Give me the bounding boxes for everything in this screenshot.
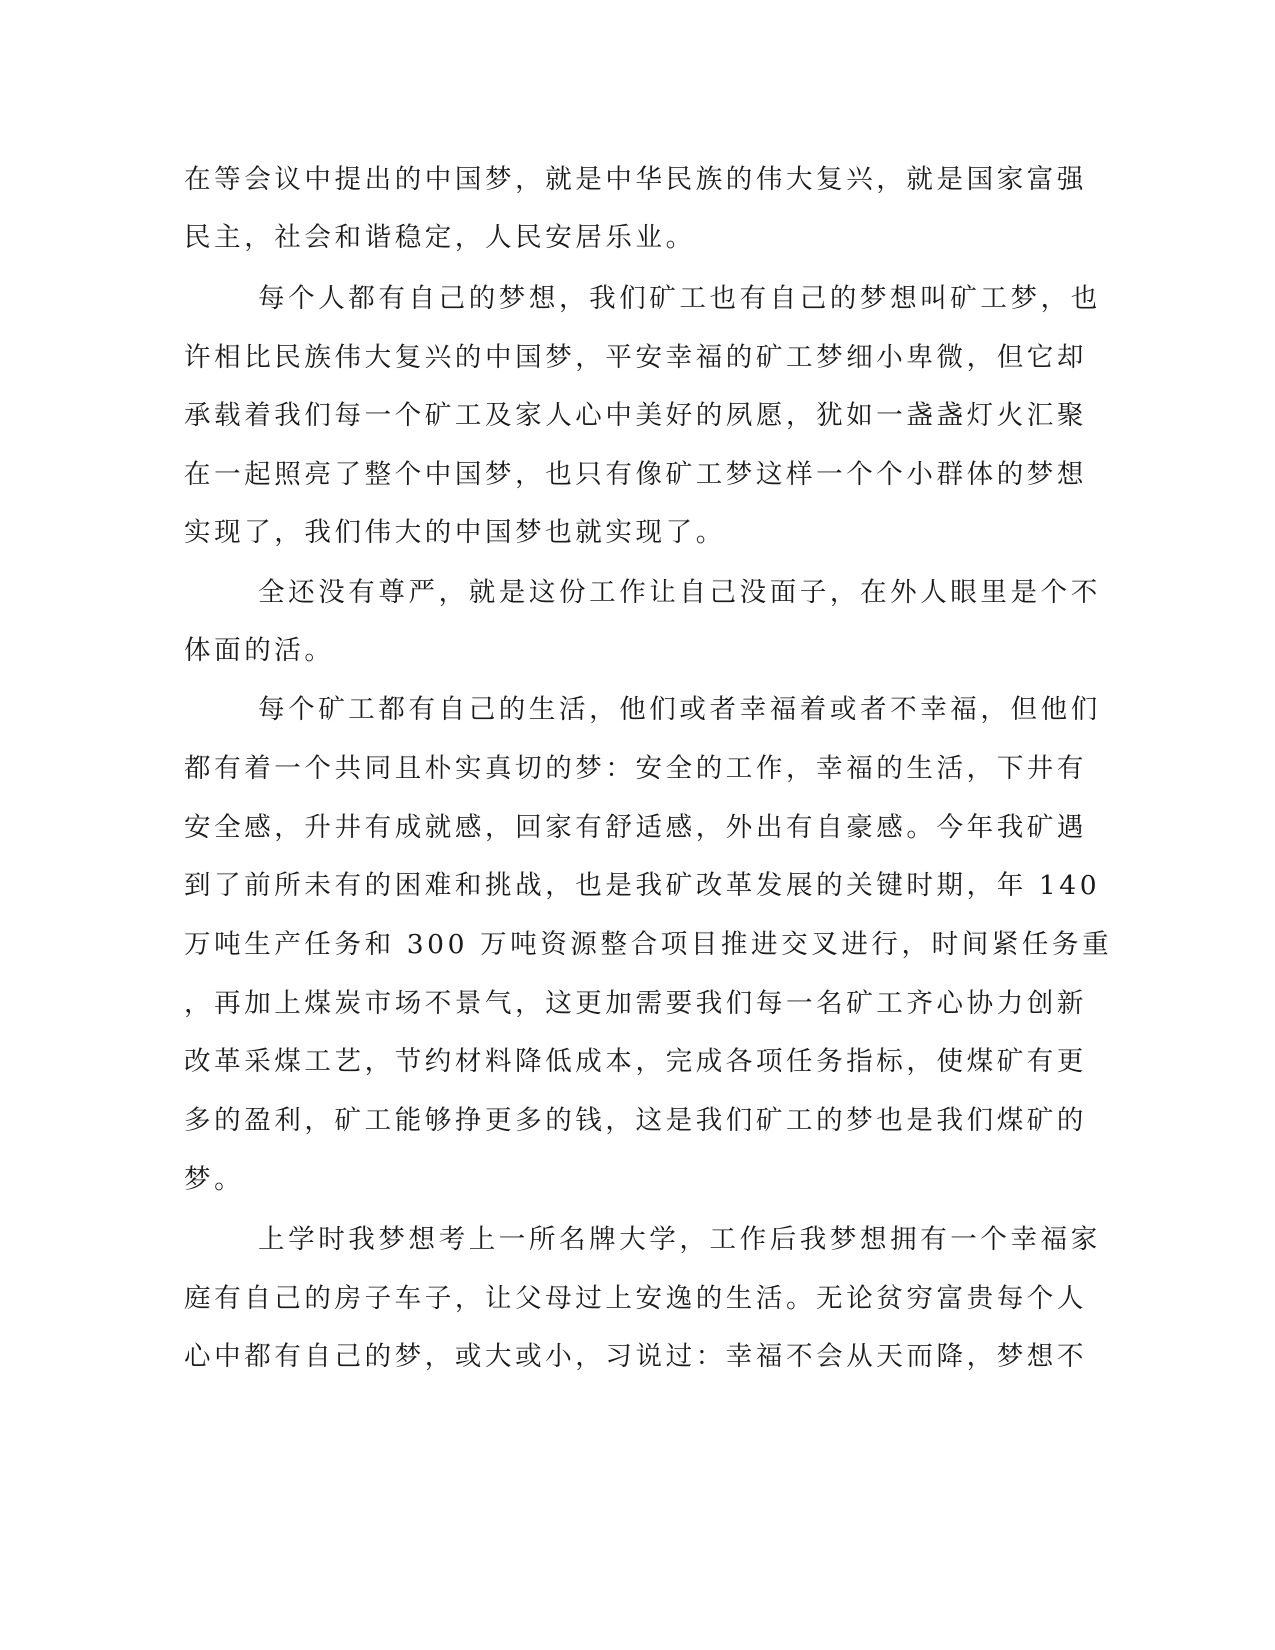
text-line: 在一起照亮了整个中国梦，也只有像矿工梦这样一个个小群体的梦想: [184, 459, 1087, 490]
text-line: 实现了，我们伟大的中国梦也就实现了。: [184, 517, 726, 548]
text-line: 许相比民族伟大复兴的中国梦，平安幸福的矿工梦细小卑微，但它却: [184, 342, 1087, 373]
text-line: 梦。: [184, 1164, 245, 1195]
text-line: 多的盈利，矿工能够挣更多的钱，这是我们矿工的梦也是我们煤矿的: [184, 1105, 1087, 1136]
paragraph-first-line: 每个矿工都有自己的生活，他们或者幸福着或者不幸福，但他们: [258, 694, 1101, 725]
text-line: 庭有自己的房子车子，让父母过上安逸的生活。无论贫穷富贵每个人: [184, 1283, 1087, 1314]
text-line: ，再加上煤炭市场不景气，这更加需要我们每一名矿工齐心协力创新: [184, 988, 1087, 1019]
text-line: 安全感，升井有成就感，回家有舒适感，外出有自豪感。今年我矿遇: [184, 812, 1087, 843]
text-line: 在等会议中提出的中国梦，就是中华民族的伟大复兴，就是国家富强: [184, 164, 1087, 195]
text-line: 改革采煤工艺，节约材料降低成本，完成各项任务指标，使煤矿有更: [184, 1046, 1087, 1077]
text-line: 到了前所未有的困难和挑战，也是我矿改革发展的关键时期，年 140: [184, 870, 1101, 901]
text-line: 都有着一个共同且朴实真切的梦：安全的工作，幸福的生活，下井有: [184, 753, 1087, 784]
paragraph-first-line: 上学时我梦想考上一所名牌大学，工作后我梦想拥有一个幸福家: [258, 1224, 1101, 1255]
paragraph-first-line: 每个人都有自己的梦想，我们矿工也有自己的梦想叫矿工梦，也: [258, 283, 1101, 314]
text-line: 心中都有自己的梦，或大或小，习说过：幸福不会从天而降，梦想不: [184, 1341, 1087, 1372]
text-line: 万吨生产任务和 300 万吨资源整合项目推进交叉进行，时间紧任务重: [184, 929, 1113, 960]
text-line: 民主，社会和谐稳定，人民安居乐业。: [184, 222, 696, 253]
paragraph-first-line: 全还没有尊严，就是这份工作让自己没面子，在外人眼里是个不: [258, 577, 1101, 608]
text-line: 体面的活。: [184, 635, 335, 666]
text-line: 承载着我们每一个矿工及家人心中美好的夙愿，犹如一盏盏灯火汇聚: [184, 400, 1087, 431]
